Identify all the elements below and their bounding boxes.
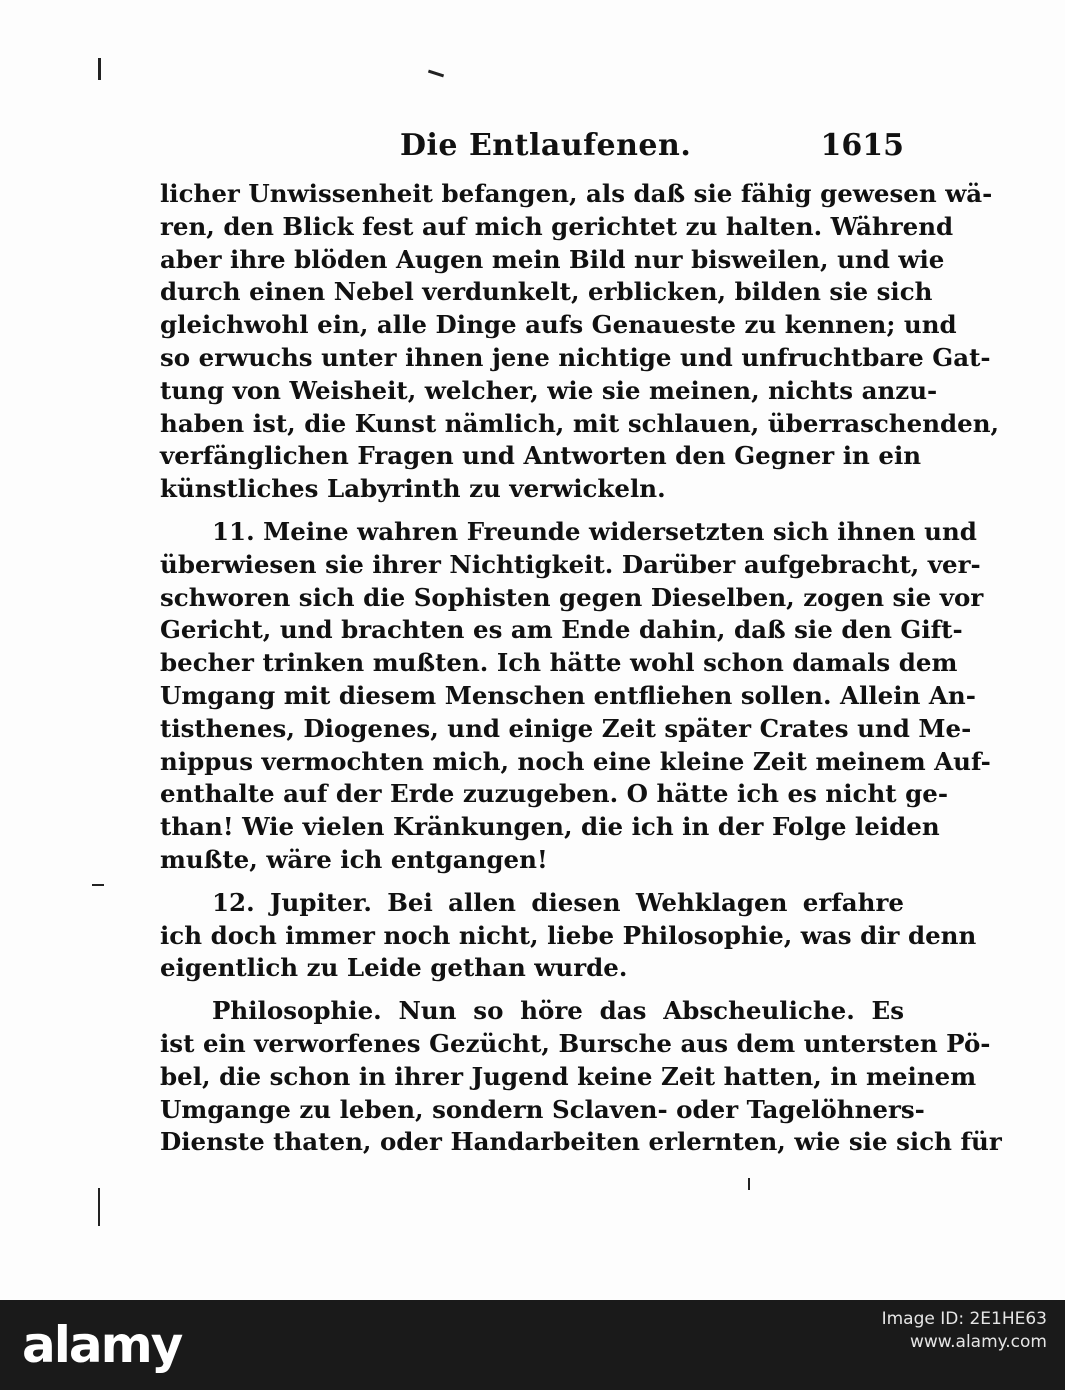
image-id-label: Image ID: 2E1HE63 bbox=[881, 1309, 1047, 1329]
text-line: Gericht, und brachten es am Ende dahin, daß sie den Gift- bbox=[160, 615, 963, 645]
paragraph bbox=[160, 516, 991, 877]
text-line: Umgange zu leben, sondern Sclaven- oder Tagelöhners- bbox=[160, 1094, 925, 1124]
running-title: Die Entlaufenen. bbox=[400, 128, 692, 163]
text-line: tisthenes, Diogenes, und einige Zeit später Crates und Me- bbox=[160, 713, 972, 743]
scan-mark-bottom-left bbox=[98, 1188, 100, 1226]
watermark-footer bbox=[0, 1300, 1065, 1390]
body-text bbox=[160, 178, 1002, 1159]
scan-mark-left-dash bbox=[92, 884, 104, 886]
text-line: Dienste thaten, oder Handarbeiten erlernten, wie sie sich für bbox=[160, 1127, 1002, 1157]
text-line: schworen sich die Sophisten gegen Dieselben, zogen sie vor bbox=[160, 582, 984, 612]
text-line: than! Wie vielen Kränkungen, die ich in der Folge leiden bbox=[160, 812, 940, 842]
text-line: überwiesen sie ihrer Nichtigkeit. Darüber aufgebracht, ver- bbox=[160, 549, 981, 579]
text-line: gleichwohl ein, alle Dinge aufs Genaueste zu kennen; und bbox=[160, 310, 957, 340]
text-line: mußte, wäre ich entgangen! bbox=[160, 844, 548, 874]
footer-info bbox=[882, 1308, 1047, 1354]
text-line: so erwuchs unter ihnen jene nichtige und unfruchtbare Gat- bbox=[160, 342, 991, 372]
text-line: eigentlich zu Leide gethan wurde. bbox=[160, 953, 628, 983]
text-line: 12. Jupiter. Bei allen diesen Wehklagen erfahre bbox=[212, 887, 904, 917]
paragraph bbox=[160, 995, 1002, 1159]
text-line: 11. Meine wahren Freunde widersetzten sich ihnen und bbox=[212, 516, 977, 546]
text-line: bel, die schon in ihrer Jugend keine Zeit hatten, in meinem bbox=[160, 1061, 977, 1091]
text-line: enthalte auf der Erde zuzugeben. O hätte ich es nicht ge- bbox=[160, 779, 949, 809]
scan-mark-bottom bbox=[748, 1178, 750, 1190]
text-line: haben ist, die Kunst nämlich, mit schlauen, überraschenden, bbox=[160, 408, 1000, 438]
text-line: ist ein verworfenes Gezücht, Bursche aus dem untersten Pö- bbox=[160, 1028, 991, 1058]
text-line: Umgang mit diesem Menschen entfliehen sollen. Allein An- bbox=[160, 680, 976, 710]
text-line: Philosophie. Nun so höre das Abscheuliche. Es bbox=[212, 996, 904, 1026]
text-line: nippus vermochten mich, noch eine kleine Zeit meinem Auf- bbox=[160, 746, 991, 776]
text-line: tung von Weisheit, welcher, wie sie meinen, nichts anzu- bbox=[160, 375, 938, 405]
page-number: 1615 bbox=[820, 128, 904, 163]
footer-url: www.alamy.com bbox=[909, 1332, 1047, 1352]
scan-mark-top-dash bbox=[428, 70, 444, 78]
text-line: ren, den Blick fest auf mich gerichtet zu halten. Während bbox=[160, 211, 954, 241]
text-line: künstliches Labyrinth zu verwickeln. bbox=[160, 474, 666, 504]
text-line: becher trinken mußten. Ich hätte wohl schon damals dem bbox=[160, 648, 958, 678]
paragraph bbox=[160, 178, 1000, 506]
text-line: licher Unwissenheit befangen, als daß sie fähig gewesen wä- bbox=[160, 179, 993, 208]
text-line: ich doch immer noch nicht, liebe Philosophie, was dir denn bbox=[160, 920, 977, 950]
paragraph bbox=[160, 887, 977, 985]
text-line: verfänglichen Fragen und Antworten den Gegner in ein bbox=[160, 441, 922, 471]
text-line: durch einen Nebel verdunkelt, erblicken, bilden sie sich bbox=[160, 277, 933, 307]
page-header bbox=[160, 128, 904, 172]
alamy-logo: alamy bbox=[22, 1316, 182, 1374]
text-line: aber ihre blöden Augen mein Bild nur bisweilen, und wie bbox=[160, 244, 945, 274]
scan-mark-top-left bbox=[98, 58, 101, 80]
